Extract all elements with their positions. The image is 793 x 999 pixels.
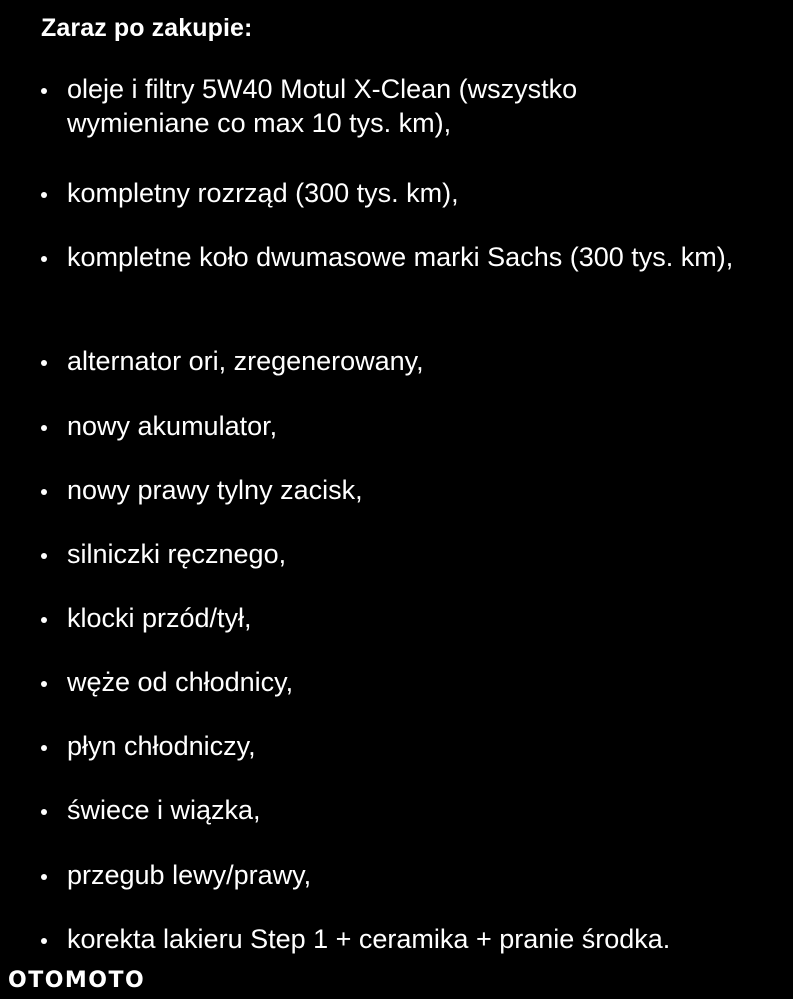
page-heading: Zaraz po zakupie:: [41, 14, 253, 42]
bullet-icon: [41, 874, 47, 880]
list-item-text: oleje i filtry 5W40 Motul X-Clean (wszystko wymieniane co max 10 tys. km),: [67, 74, 578, 138]
list-item-text: kompletny rozrząd (300 tys. km),: [67, 178, 459, 208]
bullet-icon: [41, 360, 47, 366]
list-item-text: nowy akumulator,: [67, 411, 278, 441]
list-item-text: klocki przód/tył,: [67, 603, 252, 633]
list-item-text: silniczki ręcznego,: [67, 539, 287, 569]
list-item-text: świece i wiązka,: [67, 795, 261, 825]
list-item-text: korekta lakieru Step 1 + ceramika + pranie środka.: [67, 924, 671, 954]
bullet-icon: [41, 192, 47, 198]
bullet-icon: [41, 681, 47, 687]
bullet-icon: [41, 489, 47, 495]
bullet-icon: [41, 256, 47, 262]
bullet-icon: [41, 88, 47, 94]
otomoto-watermark-logo: OTOMOTO: [8, 968, 146, 993]
bullet-icon: [41, 809, 47, 815]
bullet-icon: [41, 553, 47, 559]
list-item-text: przegub lewy/prawy,: [67, 860, 312, 890]
list-item-text: nowy prawy tylny zacisk,: [67, 475, 363, 505]
list-item-text: kompletne koło dwumasowe marki Sachs (300 tys. km),: [67, 242, 734, 272]
list-item-text: węże od chłodnicy,: [67, 667, 294, 697]
list-item-text: płyn chłodniczy,: [67, 731, 256, 761]
bullet-icon: [41, 745, 47, 751]
bullet-icon: [41, 425, 47, 431]
list-item-text: alternator ori, zregenerowany,: [67, 346, 424, 376]
bullet-icon: [41, 938, 47, 944]
bullet-icon: [41, 617, 47, 623]
